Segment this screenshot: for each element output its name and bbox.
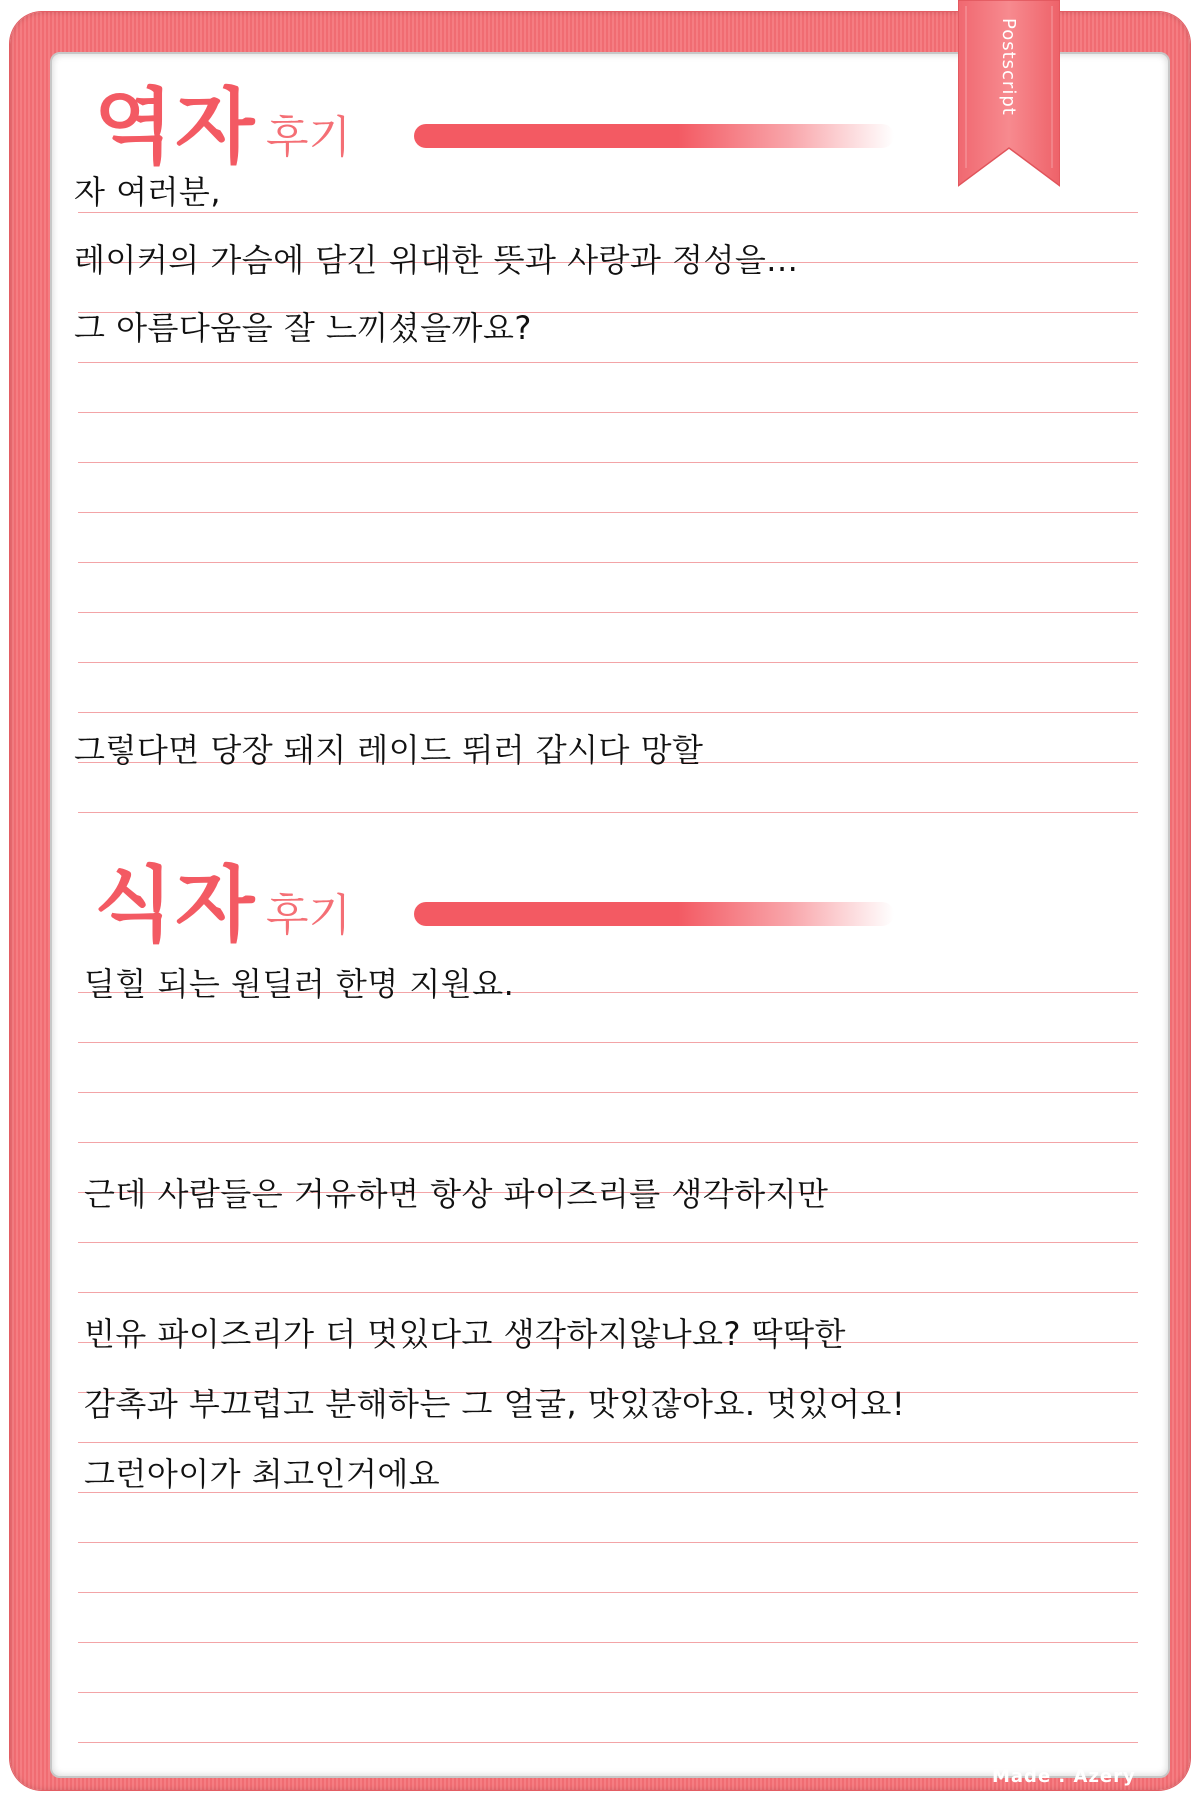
ruled-line — [78, 1542, 1138, 1543]
typesetter-line: 그런아이가 최고인거에요 — [84, 1455, 441, 1493]
header-accent-bar — [414, 902, 894, 926]
ruled-line — [78, 1242, 1138, 1243]
typesetter-line: 감촉과 부끄럽고 분해하는 그 얼굴, 맛있잖아요. 멋있어요! — [84, 1385, 906, 1423]
header-accent-bar — [414, 124, 894, 148]
translator-line: 자 여러분, — [74, 173, 221, 211]
ruled-line — [78, 712, 1138, 713]
ruled-line — [78, 1442, 1138, 1443]
translator-title: 역자 — [94, 80, 257, 175]
translator-line: 그렇다면 당장 돼지 레이드 뛰러 갑시다 망할 — [74, 731, 704, 769]
ruled-line — [78, 212, 1138, 213]
ruled-line — [78, 662, 1138, 663]
typesetter-subtitle: 후기 — [266, 890, 352, 941]
credit-text: Made . Azery — [992, 1766, 1136, 1787]
ruled-line — [78, 812, 1138, 813]
translator-subtitle: 후기 — [266, 112, 352, 163]
typesetter-postscript-header — [94, 858, 934, 968]
lined-paper — [50, 52, 1170, 1778]
ruled-line — [78, 1042, 1138, 1043]
ruled-line — [78, 512, 1138, 513]
typesetter-line: 빈유 파이즈리가 더 멋있다고 생각하지않나요? 딱딱한 — [84, 1315, 846, 1353]
typesetter-title: 식자 — [94, 858, 257, 953]
ruled-line — [78, 1292, 1138, 1293]
ruled-line — [78, 562, 1138, 563]
typesetter-line: 근데 사람들은 거유하면 항상 파이즈리를 생각하지만 — [84, 1175, 829, 1213]
ruled-line — [78, 412, 1138, 413]
page-frame — [10, 12, 1190, 1790]
ruled-line — [78, 612, 1138, 613]
ruled-line — [78, 1692, 1138, 1693]
translator-line: 레이커의 가슴에 담긴 위대한 뜻과 사랑과 정성을... — [74, 241, 799, 279]
ruled-line — [78, 1142, 1138, 1143]
ruled-line — [78, 1092, 1138, 1093]
ruled-line — [78, 462, 1138, 463]
typesetter-line: 딜힐 되는 원딜러 한명 지원요. — [84, 965, 515, 1003]
ruled-line — [78, 1742, 1138, 1743]
ruled-line — [78, 362, 1138, 363]
ruled-line — [78, 1642, 1138, 1643]
ribbon-label: Postscript — [998, 18, 1019, 116]
ruled-line — [78, 1592, 1138, 1593]
translator-line: 그 아름다움을 잘 느끼셨을까요? — [74, 309, 532, 347]
